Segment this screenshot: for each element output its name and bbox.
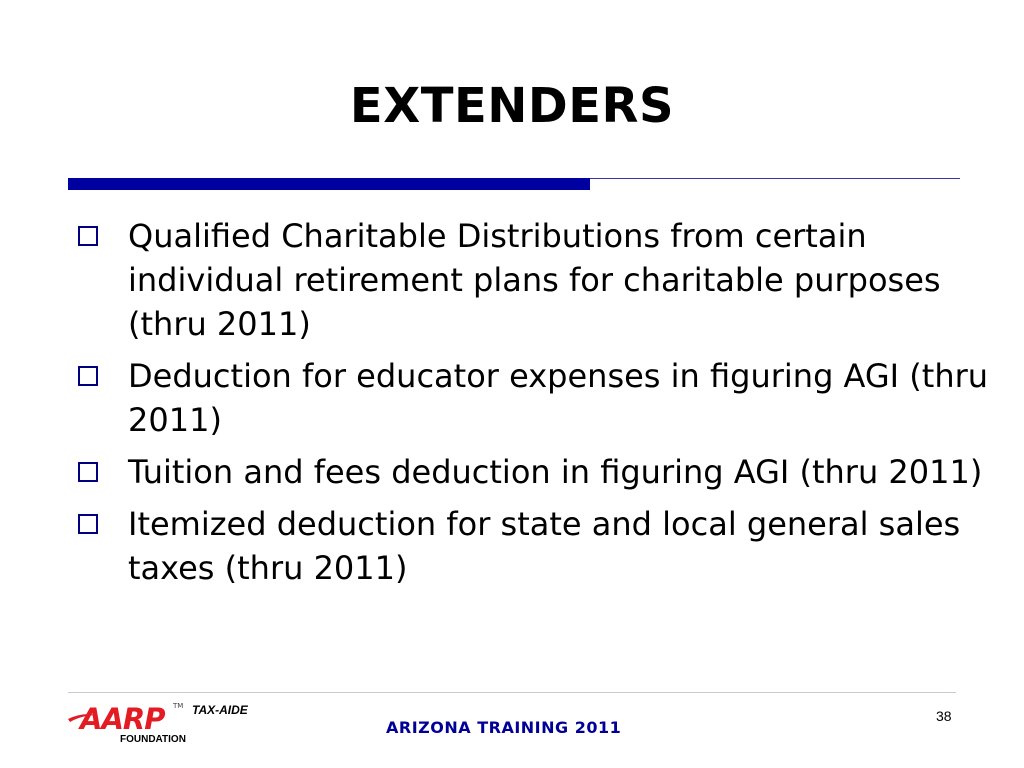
hollow-square-bullet-icon — [78, 366, 98, 386]
bullet-text: Itemized deduction for state and local general sales taxes (thru 2011) — [128, 505, 961, 587]
list-item — [76, 214, 996, 346]
logo-trademark: TM — [173, 702, 184, 710]
footer-label: ARIZONA TRAINING 2011 — [386, 718, 622, 737]
bullet-text: Deduction for educator expenses in figuring AGI (thru 2011) — [128, 357, 989, 439]
slide-title: EXTENDERS — [349, 78, 675, 134]
hollow-square-bullet-icon — [78, 514, 98, 534]
bullet-text: Qualified Charitable Distributions from certain individual retirement plans for charitable purposes (thru 2011) — [128, 217, 941, 343]
logo-subtitle: FOUNDATION — [120, 734, 186, 745]
footer-divider — [68, 692, 956, 693]
title-divider-thin — [590, 178, 960, 179]
page-number: 38 — [936, 708, 952, 724]
aarp-foundation-tax-aide-logo — [68, 700, 278, 750]
bullet-text: Tuition and fees deduction in figuring AGI (thru 2011) — [128, 453, 983, 491]
logo-program-name: TAX-AIDE — [192, 703, 248, 717]
bullet-list — [76, 214, 996, 598]
list-item — [76, 502, 996, 590]
hollow-square-bullet-icon — [78, 462, 98, 482]
list-item — [76, 450, 996, 494]
logo-wordmark: AARP — [80, 702, 165, 736]
title-divider-thick — [68, 178, 590, 190]
hollow-square-bullet-icon — [78, 226, 98, 246]
list-item — [76, 354, 996, 442]
